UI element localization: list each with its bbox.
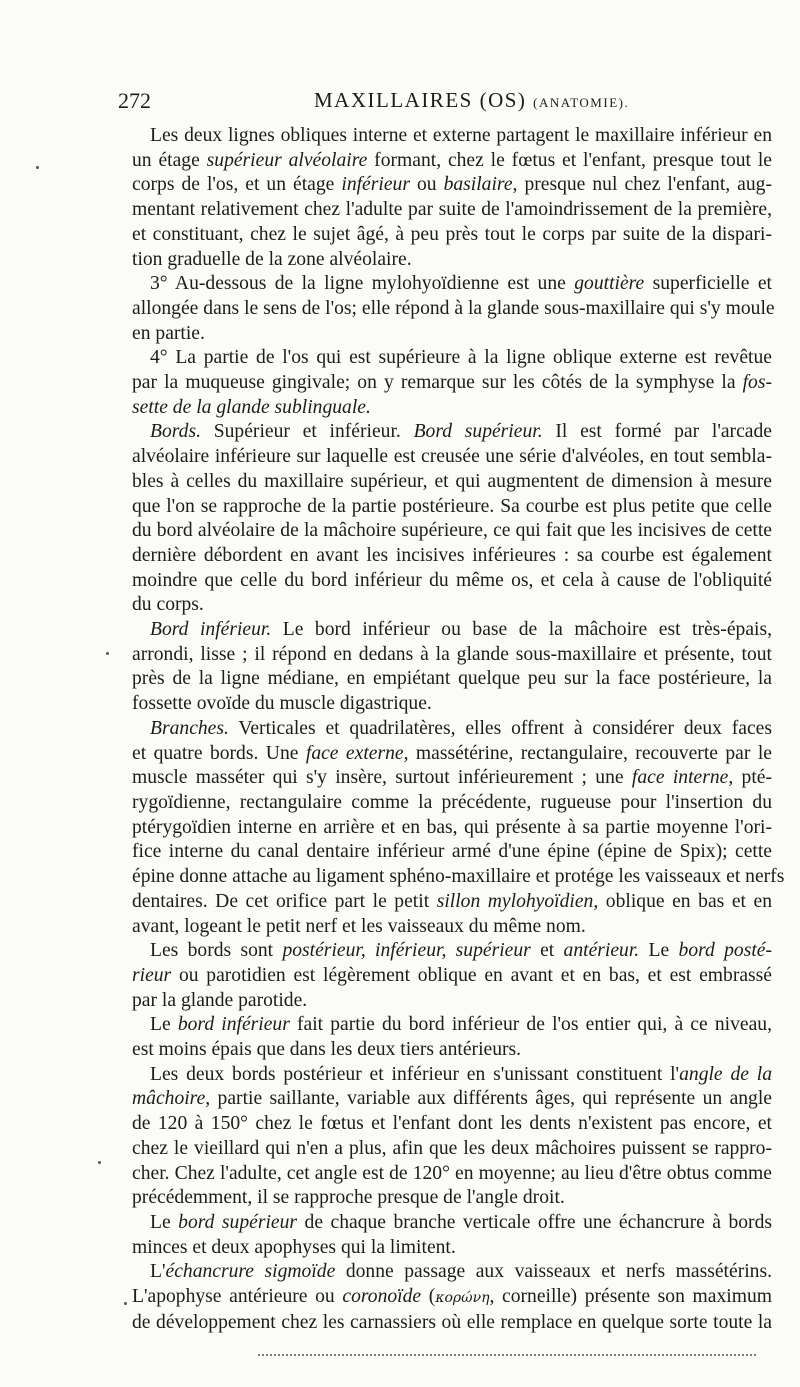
text-line: un étage supérieur alvéolaire formant, chez le fœtus et l'enfant, presque tout le [132, 149, 772, 171]
body-text [132, 124, 785, 1335]
paragraph-bords-branches [132, 939, 772, 1013]
paragraph-branches [132, 717, 785, 939]
paragraph-bord-inferieur [132, 618, 772, 717]
running-title [314, 88, 629, 113]
text-line: moindre que celle du bord inférieur du même os, et cela à cause de l'obliquité [132, 569, 772, 591]
text-line: Les bords sont postérieur, inférieur, supérieur et antérieur. Le bord posté- [150, 940, 773, 962]
scan-speck [106, 652, 109, 655]
text-line: fice interne du canal dentaire inférieur armé d'une épine (épine de Spix); cette [132, 841, 772, 863]
text-line: de développement chez les carnassiers où elle remplace en quelque sorte toute la [132, 1311, 772, 1333]
text-line: rygoïdienne, rectangulaire comme la précédente, rugueuse pour l'insertion du [132, 791, 772, 813]
paragraph-fossette-sublinguale [132, 346, 772, 420]
text-line: dernière débordent en avant les incisives inférieures : sa courbe est également [132, 544, 772, 566]
page-number: 272 [118, 88, 151, 113]
text-line: arrondi, lisse ; il répond en dedans à la glande sous-maxillaire et présente, tout [132, 643, 772, 665]
text-line: allongée dans le sens de l'os; elle répond à la glande sous-maxillaire qui s'y moule [132, 297, 775, 319]
text-line: par la muqueuse gingivale; on y remarque sur les côtés de la symphyse la fos- [132, 372, 772, 394]
text-line: près de la ligne médiane, en empiétant quelque peu sur la face postérieure, la [132, 668, 772, 690]
text-line: L'apophyse antérieure ou coronoïde (κορώνη, corneille) présente son maximum [132, 1286, 773, 1308]
text-line: avant, logeant le petit nerf et les vaisseaux du même nom. [132, 915, 586, 937]
text-line: en partie. [132, 322, 205, 344]
paragraph-bord-inferieur-branche [132, 1013, 772, 1062]
text-line: sette de la glande sublinguale. [132, 396, 371, 418]
text-line: du bord alvéolaire de la mâchoire supérieure, ce qui fait que les incisives de cette [132, 520, 772, 542]
running-title-main: MAXILLAIRES (OS) [314, 88, 527, 112]
scan-speck [98, 1161, 101, 1164]
scan-speck [124, 1302, 127, 1305]
text-line: chez le vieillard qui n'en a plus, afin que les deux mâchoires puissent se rappro- [132, 1137, 772, 1159]
text-line: mentant relativement chez l'adulte par suite de l'amoindrissement de la première, [132, 199, 772, 221]
paragraph-bord-superieur-branche [132, 1211, 772, 1260]
text-line: Les deux bords postérieur et inférieur en s'unissant constituent l'angle de la [150, 1063, 773, 1085]
text-line: ptérygoïdien interne en arrière et en bas, qui présente à sa partie moyenne l'ori- [132, 816, 772, 838]
paragraph-angle-machoire [132, 1063, 772, 1211]
text-line: rieur ou parotidien est légèrement oblique en avant et en bas, et est embrassé [132, 964, 772, 986]
text-line: minces et deux apophyses qui la limitent. [132, 1236, 456, 1258]
paragraph-echancrure-sigmoide [132, 1260, 772, 1335]
text-line: par la glande parotide. [132, 989, 308, 1011]
text-line: est moins épais que dans les deux tiers antérieurs. [132, 1039, 522, 1061]
text-line: épine donne attache au ligament sphéno-maxillaire et protége les vaisseaux et nerfs [132, 866, 785, 888]
scan-speck [36, 166, 39, 169]
text-line: Bords. Supérieur et inférieur. Bord supérieur. Il est formé par l'arcade [150, 421, 772, 443]
greek-word: κορώνη [435, 1290, 490, 1307]
text-line: tion graduelle de la zone alvéolaire. [132, 248, 412, 270]
text-line: L'échancrure sigmoïde donne passage aux vaisseaux et nerfs massétérins. [150, 1261, 772, 1283]
text-line: 4° La partie de l'os qui est supérieure à la ligne oblique externe est revêtue [150, 347, 772, 369]
footer-dotted-rule [258, 1354, 756, 1356]
text-line: Branches. Verticales et quadrilatères, elles offrent à considérer deux faces [150, 717, 772, 739]
text-line: du corps. [132, 594, 204, 616]
text-line: et constituant, chez le sujet âgé, à peu près tout le corps par suite de la dispari- [132, 223, 772, 245]
text-line: corps de l'os, et un étage inférieur ou basilaire, presque nul chez l'enfant, aug- [132, 174, 772, 196]
text-line: 3° Au-dessous de la ligne mylohyoïdienne est une gouttière superficielle et [150, 273, 772, 295]
text-line: alvéolaire inférieure sur laquelle est creusée une série d'alvéoles, en tout sembla- [132, 446, 772, 468]
running-title-sub: (ANATOMIE). [533, 95, 630, 110]
page-header [118, 88, 770, 118]
text-line: muscle masséter qui s'y insère, surtout inférieurement ; une face interne, pté- [132, 767, 772, 789]
text-line: dentaires. De cet orifice part le petit sillon mylohyoïdien, oblique en bas et en [132, 890, 772, 912]
text-line: et quatre bords. Une face externe, massétérine, rectangulaire, recouverte par le [132, 742, 772, 764]
text-line: Le bord inférieur fait partie du bord inférieur de l'os entier qui, à ce niveau, [150, 1014, 772, 1036]
text-line: bles à celles du maxillaire supérieur, et qui augmentent de dimension à mesure [132, 470, 772, 492]
text-line: que l'on se rapproche de la partie postérieure. Sa courbe est plus petite que celle [132, 495, 772, 517]
text-line: de 120 à 150° chez le fœtus et l'enfant dont les dents n'existent pas encore, et [132, 1113, 772, 1135]
text-line: Le bord supérieur de chaque branche verticale offre une échancrure à bords [150, 1211, 772, 1233]
paragraph-alveolar-stages [132, 124, 772, 272]
text-line: cher. Chez l'adulte, cet angle est de 120° en moyenne; au lieu d'être obtus comme [132, 1162, 772, 1184]
text-line: mâchoire, partie saillante, variable aux différents âges, qui représente un angle [132, 1088, 772, 1110]
paragraph-gouttiere [132, 272, 775, 346]
paragraph-bords [132, 420, 772, 618]
text-line: fossette ovoïde du muscle digastrique. [132, 693, 432, 715]
text-line: Bord inférieur. Le bord inférieur ou base de la mâchoire est très-épais, [150, 619, 772, 641]
text-line: précédemment, il se rapproche presque de l'angle droit. [132, 1187, 565, 1209]
text-line: Les deux lignes obliques interne et externe partagent le maxillaire inférieur en [150, 125, 772, 146]
